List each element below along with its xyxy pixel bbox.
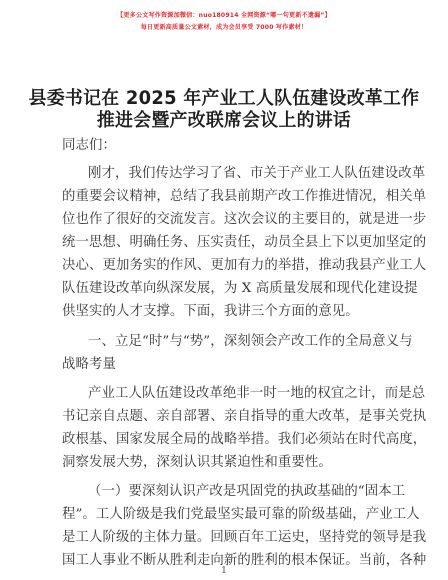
- section-heading-line: 战略考量: [62, 357, 116, 372]
- paragraph-line: 洞察发展大势，深刻认识其紧迫性和重要性。: [62, 455, 332, 470]
- paragraph-line: 政根基、国家发展全局的战略举措。我们必须站在时代高度，: [62, 432, 427, 447]
- promo-banner-line-2: 每日更新高质量公文素材，成为会员享受 7000 写作素材！: [140, 24, 308, 31]
- promo-banner-line-1: 【更多公文写作资源加微信：nuo180914 全网资源“哪一句更新不遗漏”】: [117, 12, 331, 19]
- paragraph-line: 刚才，我们传达学习了省、市关于产业工人队伍建设改革: [88, 166, 426, 181]
- document-title-line-1: 县委书记在 2025 年产业工人队伍建设改革工作: [28, 88, 420, 109]
- page-number: 1: [221, 566, 227, 576]
- paragraph-line: 产业工人队伍建设改革绝非一时一地的权宜之计，而是总: [88, 386, 426, 401]
- document-title-line-2: 推进会暨产改联席会议上的讲话: [96, 110, 352, 131]
- paragraph-line: 位也作了很好的交流发言。这次会议的主要目的，就是进一步: [62, 212, 427, 227]
- paragraph-line: 的重要会议精神，总结了我县前期产改工作推进情况，相关单: [62, 189, 427, 204]
- paragraph-line: 书记亲自点题、亲自部署、亲自指导的重大改革，是事关党执: [62, 409, 427, 424]
- paragraph-line: 国工人事业不断从胜利走向新的胜利的根本保证。当前，各种: [62, 553, 427, 568]
- salutation: 同志们：: [62, 138, 116, 153]
- section-heading-line: 一、立足“时”与“势”，深刻领会产改工作的全局意义与: [88, 334, 413, 349]
- paragraph-line: 供坚实的人才支撑。下面，我讲三个方面的意见。: [62, 304, 359, 319]
- subsection-heading-line: （一）要深刻认识产改是巩固党的执政基础的“固本工: [88, 484, 406, 499]
- paragraph-line: 是工人阶级的主体力量。回顾百年工运史，坚持党的领导是我: [62, 530, 427, 545]
- paragraph-line: 决心、更加务实的作风、更加有力的举措，推动我县产业工人: [62, 258, 427, 273]
- paragraph-line: 程”。工人阶级是我们党最坚实最可靠的阶级基础，产业工人: [62, 507, 420, 522]
- paragraph-line: 队伍建设改革向纵深发展，为 X 高质量发展和现代化建设提: [62, 281, 418, 296]
- paragraph-line: 统一思想、明确任务、压实责任，动员全县上下以更加坚定的: [62, 235, 427, 250]
